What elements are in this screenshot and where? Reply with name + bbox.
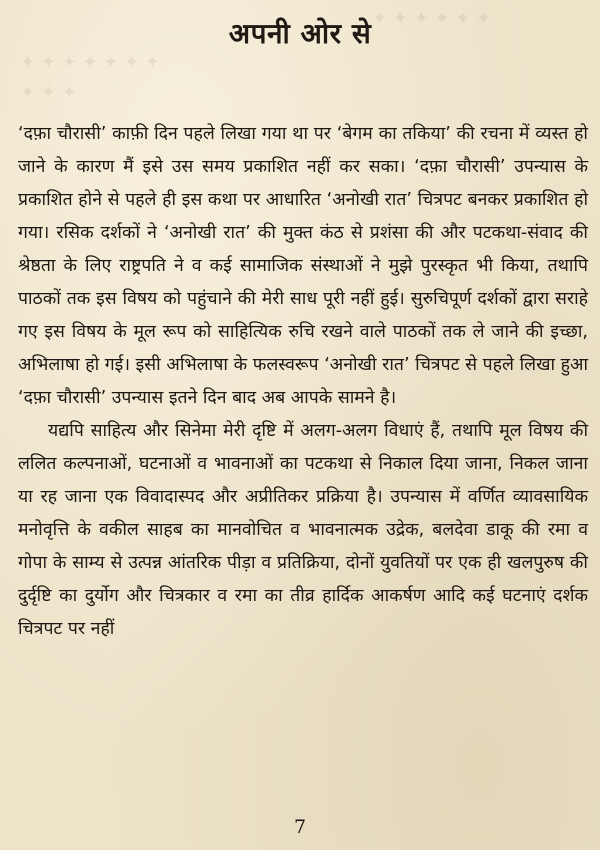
page-title: अपनी ओर से [228, 17, 372, 50]
body-text [18, 118, 588, 646]
page-number: 7 [293, 816, 307, 838]
paragraph-1: ‘दफ़ा चौरासी’ काफ़ी दिन पहले लिखा गया था पर ‘बेगम का तकिया’ की रचना में व्यस्त हो जाने के कारण मैं इसे उस समय प्रकाशित नहीं कर सका। ‘दफ़ा चौरासी’ उपन्यास के प्रकाशित होने से पहले ही इस कथा पर आधारित ‘अनोखी रात’ चित्रपट बनकर प्रकाशित हो गया। रसिक दर्शकों ने ‘अनोखी रात’ की मुक्त कंठ से प्रशंसा की और पटकथा-संवाद की श्रेष्ठता के लिए राष्ट्रपति ने व कई सामाजिक संस्थाओं ने मुझे पुरस्कृत भी किया, तथापि पाठकों तक इस विषय को पहुंचाने की मेरी साध पूरी नहीं हुई। सुरुचिपूर्ण दर्शकों द्वारा सराहे गए इस विषय के मूल रूप को साहित्यिक रुचि रखने वाले पाठकों तक ले जाने की इच्छा, अभिलाषा हो गई। इसी अभिलाषा के फलस्वरूप ‘अनोखी रात’ चित्रपट से पहले लिखा हुआ ‘दफ़ा चौरासी’ उपन्यास इतने दिन बाद अब आपके सामने है। [18, 124, 588, 408]
paragraph-2: यद्यपि साहित्य और सिनेमा मेरी दृष्टि में अलग-अलग विधाएं हैं, तथापि मूल विषय की ललित कल्पनाओं, घटनाओं व भावनाओं का पटकथा से निकाल दिया जाना, निकल जाना या रह जाना एक विवादास्पद और अप्रीतिकर प्रक्रिया है। उपन्यास में वर्णित व्यावसायिक मनोवृत्ति के वकील साहब का मानवोचित व भावनात्मक उद्रेक, बलदेवा डाकू की रमा व गोपा के साम्य से उत्पन्न आंतरिक पीड़ा व प्रतिक्रिया, दोनों युवतियों पर एक ही खलपुरुष की दुर्दृष्टि का दुर्योग और चित्रकार व रमा का तीव्र हार्दिक आकर्षण आदि कई घटनाएं दर्शक चित्रपट पर नहीं [18, 421, 588, 639]
bleed-through-text: ✦ ✦ ✦ ✦ ✦ ✦ ✦ ✦ ✦ ✦ ✦ ✦ ✦ ✦ ✦ ✦ [20, 8, 492, 103]
